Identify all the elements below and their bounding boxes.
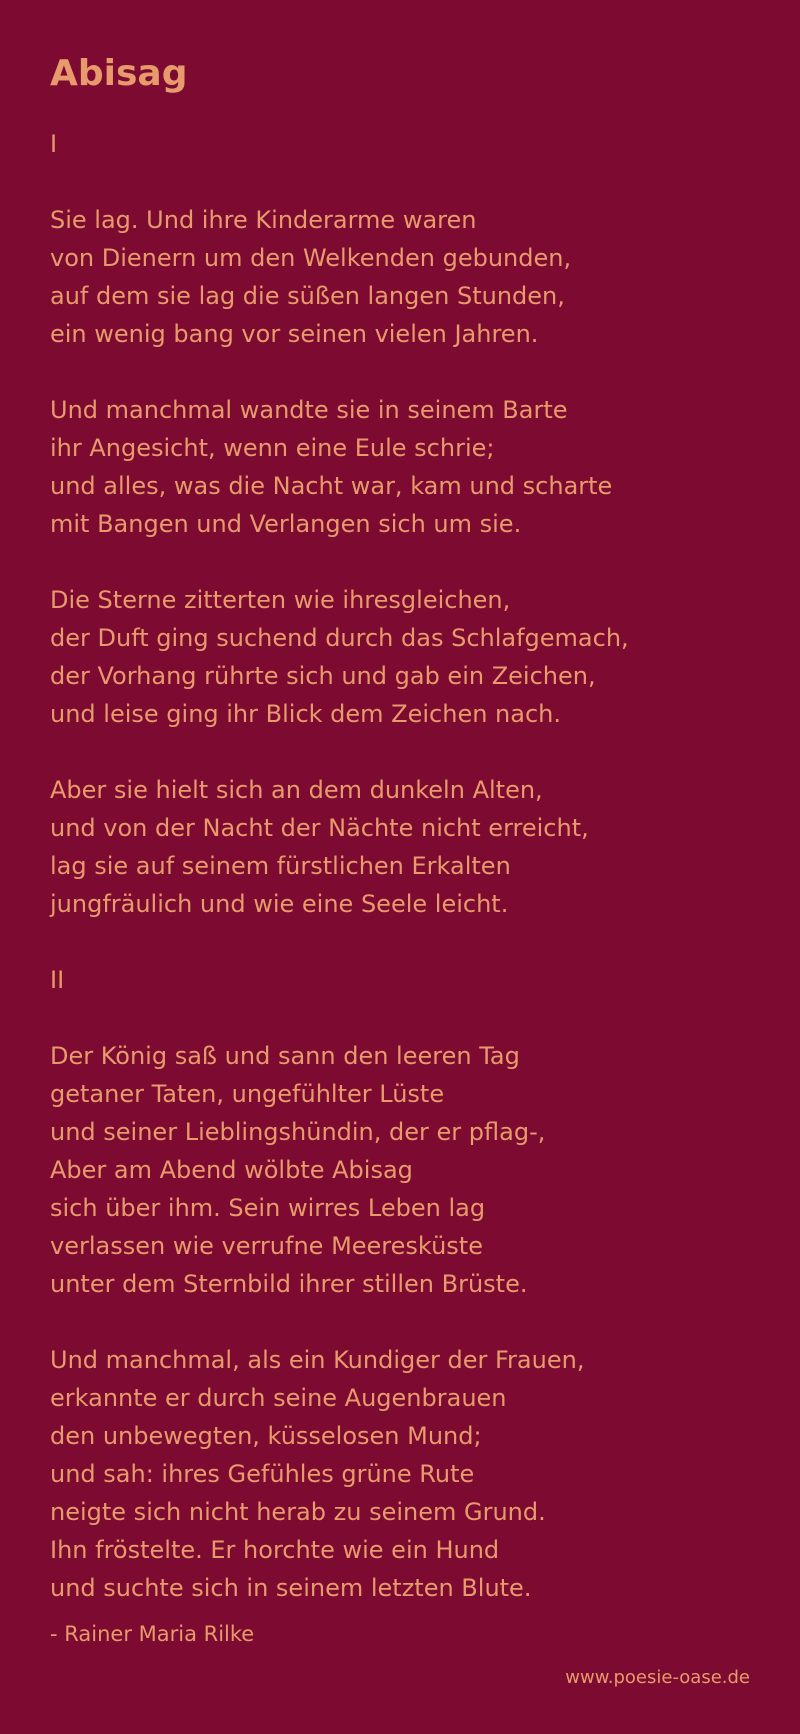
poem-line: der Vorhang rührte sich und gab ein Zeichen, [50, 662, 596, 690]
poem-line: und seiner Lieblingshündin, der er pflag-, [50, 1118, 546, 1146]
poem-line: und sah: ihres Gefühles grüne Rute [50, 1460, 475, 1488]
poem-line: neigte sich nicht herab zu seinem Grund. [50, 1498, 546, 1526]
stanza-gap [50, 1303, 629, 1341]
poem-line: auf dem sie lag die süßen langen Stunden, [50, 282, 565, 310]
poem-title: Abisag [50, 53, 188, 94]
stanza-gap [50, 733, 629, 771]
poem-line: ihr Angesicht, wenn eine Eule schrie; [50, 434, 495, 462]
poem-line: den unbewegten, küsselosen Mund; [50, 1422, 482, 1450]
poem-line: Der König saß und sann den leeren Tag [50, 1042, 520, 1070]
poem-line: unter dem Sternbild ihrer stillen Brüste. [50, 1270, 528, 1298]
poem-line: II [50, 966, 65, 994]
stanza-gap [50, 543, 629, 581]
poem-line: und leise ging ihr Blick dem Zeichen nach. [50, 700, 562, 728]
poem-line: und alles, was die Nacht war, kam und scharte [50, 472, 613, 500]
poem-line: Sie lag. Und ihre Kinderarme waren [50, 206, 477, 234]
poem-line: Ihn fröstelte. Er horchte wie ein Hund [50, 1536, 500, 1564]
poem-line: Die Sterne zitterten wie ihresgleichen, [50, 586, 511, 614]
poem-line: Und manchmal wandte sie in seinem Barte [50, 396, 568, 424]
poem-line: Aber sie hielt sich an dem dunkeln Alten, [50, 776, 543, 804]
poem-line: sich über ihm. Sein wirres Leben lag [50, 1194, 486, 1222]
poem-line: verlassen wie verrufne Meeresküste [50, 1232, 483, 1260]
poem-body [50, 125, 629, 1607]
poem-line: Aber am Abend wölbte Abisag [50, 1156, 413, 1184]
stanza-gap [50, 999, 629, 1037]
poem-author: - Rainer Maria Rilke [50, 1622, 255, 1646]
stanza-gap [50, 163, 629, 201]
stanza-gap [50, 923, 629, 961]
poem-line: I [50, 130, 58, 158]
poem-line: und suchte sich in seinem letzten Blute. [50, 1574, 532, 1602]
poem-line: erkannte er durch seine Augenbrauen [50, 1384, 507, 1412]
website-url[interactable]: www.poesie-oase.de [565, 1667, 750, 1688]
poem-line: von Dienern um den Welkenden gebunden, [50, 244, 572, 272]
poem-line: lag sie auf seinem fürstlichen Erkalten [50, 852, 511, 880]
poem-line: jungfräulich und wie eine Seele leicht. [50, 890, 509, 918]
stanza-gap [50, 353, 629, 391]
poem-line: und von der Nacht der Nächte nicht erreicht, [50, 814, 589, 842]
poem-line: ein wenig bang vor seinen vielen Jahren. [50, 320, 539, 348]
poem-line: der Duft ging suchend durch das Schlafgemach, [50, 624, 629, 652]
poem-line: mit Bangen und Verlangen sich um sie. [50, 510, 522, 538]
poem-line: Und manchmal, als ein Kundiger der Frauen, [50, 1346, 585, 1374]
poem-line: getaner Taten, ungefühlter Lüste [50, 1080, 445, 1108]
